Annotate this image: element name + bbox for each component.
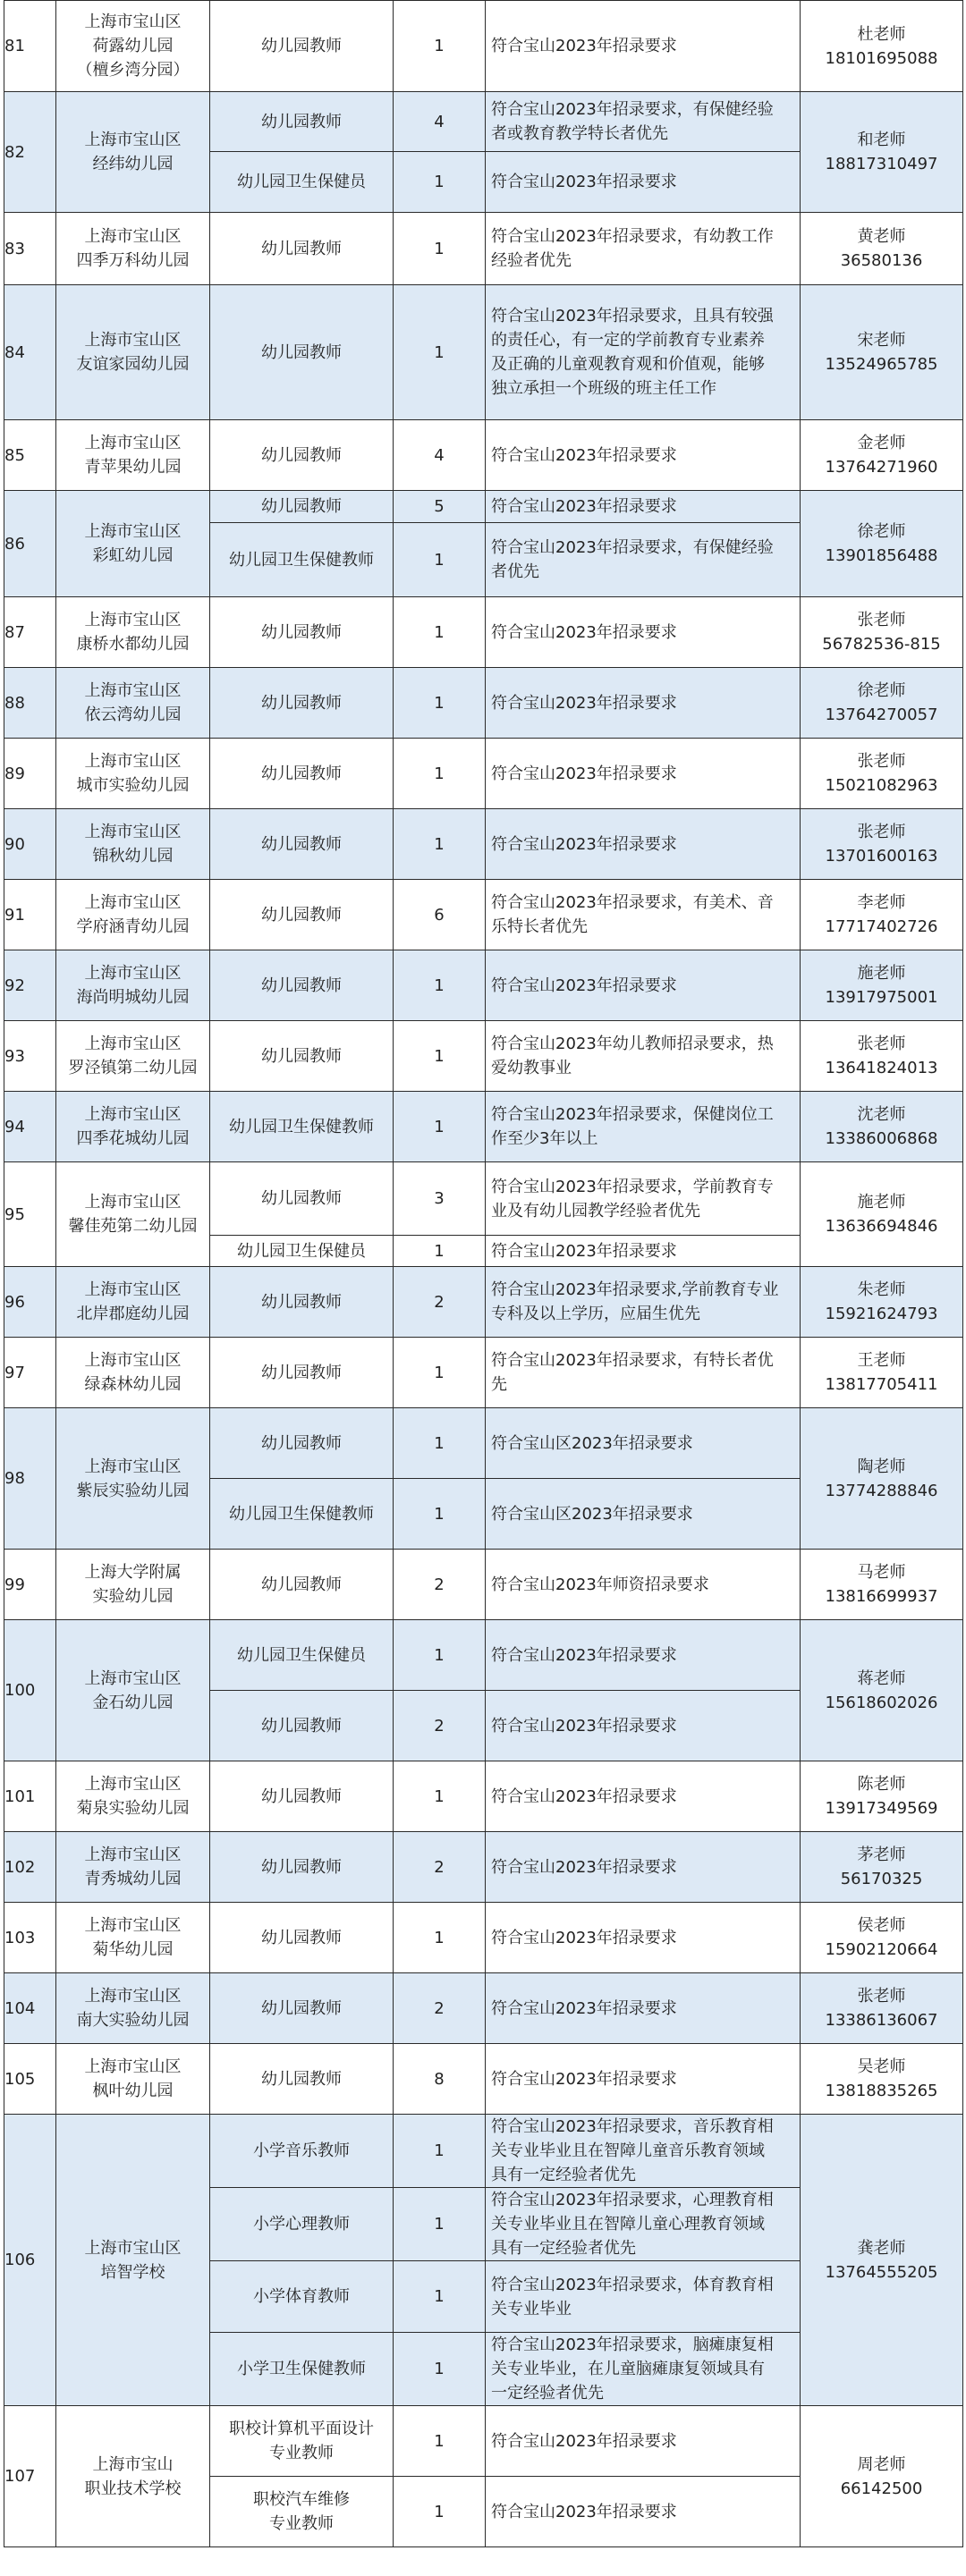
recruitment-table — [4, 0, 963, 2547]
school-name: 上海市宝山区 枫叶幼儿园 — [56, 2044, 210, 2115]
post-count: 1 — [394, 597, 486, 668]
contact-info: 杜老师 18101695088 — [801, 1, 963, 92]
post-title: 小学心理教师 — [210, 2188, 394, 2261]
post-requirement: 符合宝山区2023年招录要求 — [486, 1479, 801, 1550]
post-title: 幼儿园卫生保健教师 — [210, 1479, 394, 1550]
table-row — [4, 1021, 963, 1092]
post-title: 幼儿园教师 — [210, 1550, 394, 1620]
post-requirement: 符合宝山2023年招录要求 — [486, 152, 801, 213]
post-requirement: 符合宝山2023年招录要求，且具有较强 的责任心，有一定的学前教育专业素养 及正确的儿童观教育观和价值观，能够 独立承担一个班级的班主任工作 — [486, 285, 801, 420]
school-name: 上海市宝山区 金石幼儿园 — [56, 1620, 210, 1761]
row-number: 88 — [4, 668, 56, 739]
post-count: 1 — [394, 739, 486, 809]
row-number: 97 — [4, 1338, 56, 1408]
school-name: 上海市宝山区 馨佳苑第二幼儿园 — [56, 1162, 210, 1267]
post-count: 2 — [394, 1267, 486, 1338]
post-requirement: 符合宝山2023年招录要求，有特长者优 先 — [486, 1338, 801, 1408]
post-count: 1 — [394, 950, 486, 1021]
post-title: 幼儿园教师 — [210, 2044, 394, 2115]
post-requirement: 符合宝山2023年招录要求 — [486, 420, 801, 491]
row-number: 93 — [4, 1021, 56, 1092]
post-requirement: 符合宝山2023年招录要求,学前教育专业 专科及以上学历，应届生优先 — [486, 1267, 801, 1338]
table-row — [4, 1267, 963, 1338]
contact-info: 龚老师 13764555205 — [801, 2115, 963, 2406]
post-title: 幼儿园教师 — [210, 420, 394, 491]
row-number: 103 — [4, 1903, 56, 1973]
post-title: 幼儿园教师 — [210, 491, 394, 523]
post-requirement: 符合宝山2023年招录要求 — [486, 1620, 801, 1691]
post-count: 2 — [394, 1832, 486, 1903]
post-count: 1 — [394, 1479, 486, 1550]
table-row — [4, 491, 963, 523]
post-count: 4 — [394, 420, 486, 491]
post-title: 幼儿园教师 — [210, 1761, 394, 1832]
post-count: 1 — [394, 1092, 486, 1162]
post-count: 1 — [394, 1338, 486, 1408]
post-count: 1 — [394, 2115, 486, 2188]
post-count: 4 — [394, 92, 486, 152]
post-requirement: 符合宝山2023年幼儿教师招录要求，热 爱幼教事业 — [486, 1021, 801, 1092]
post-requirement: 符合宝山2023年招录要求 — [486, 668, 801, 739]
table-row — [4, 1162, 963, 1236]
school-name: 上海市宝山区 学府涵青幼儿园 — [56, 880, 210, 950]
table-row — [4, 597, 963, 668]
post-requirement: 符合宝山2023年招录要求 — [486, 950, 801, 1021]
table-row — [4, 92, 963, 152]
row-number: 100 — [4, 1620, 56, 1761]
post-requirement: 符合宝山2023年招录要求 — [486, 2406, 801, 2477]
post-count: 8 — [394, 2044, 486, 2115]
contact-info: 施老师 13917975001 — [801, 950, 963, 1021]
table-row — [4, 1761, 963, 1832]
post-requirement: 符合宝山2023年招录要求 — [486, 597, 801, 668]
table-row — [4, 420, 963, 491]
contact-info: 黄老师 36580136 — [801, 213, 963, 285]
post-requirement: 符合宝山2023年招录要求，有保健经验 者或教育教学特长者优先 — [486, 92, 801, 152]
school-name: 上海市宝山区 紫辰实验幼儿园 — [56, 1408, 210, 1550]
post-title: 幼儿园教师 — [210, 1408, 394, 1479]
post-title: 幼儿园教师 — [210, 1903, 394, 1973]
table-row — [4, 1903, 963, 1973]
table-row — [4, 1338, 963, 1408]
post-requirement: 符合宝山2023年招录要求 — [486, 739, 801, 809]
row-number: 105 — [4, 2044, 56, 2115]
post-count: 1 — [394, 152, 486, 213]
contact-info: 张老师 56782536-815 — [801, 597, 963, 668]
school-name: 上海市宝山区 海尚明城幼儿园 — [56, 950, 210, 1021]
post-requirement: 符合宝山2023年招录要求，体育教育相 关专业毕业 — [486, 2261, 801, 2333]
school-name: 上海市宝山区 菊华幼儿园 — [56, 1903, 210, 1973]
post-count: 1 — [394, 809, 486, 880]
post-title: 幼儿园教师 — [210, 1021, 394, 1092]
post-requirement: 符合宝山2023年招录要求 — [486, 1832, 801, 1903]
school-name: 上海市宝山区 锦秋幼儿园 — [56, 809, 210, 880]
school-name: 上海市宝山区 菊泉实验幼儿园 — [56, 1761, 210, 1832]
post-title: 幼儿园教师 — [210, 597, 394, 668]
post-count: 5 — [394, 491, 486, 523]
post-count: 2 — [394, 1550, 486, 1620]
school-name: 上海市宝山区 青苹果幼儿园 — [56, 420, 210, 491]
row-number: 107 — [4, 2406, 56, 2547]
post-title: 幼儿园教师 — [210, 668, 394, 739]
post-title: 幼儿园教师 — [210, 739, 394, 809]
table-row — [4, 1, 963, 92]
contact-info: 侯老师 15902120664 — [801, 1903, 963, 1973]
row-number: 102 — [4, 1832, 56, 1903]
post-requirement: 符合宝山2023年招录要求，心理教育相 关专业毕业且在智障儿童心理教育领域 具有一定经验者优先 — [486, 2188, 801, 2261]
contact-info: 王老师 13817705411 — [801, 1338, 963, 1408]
school-name: 上海市宝山区 彩虹幼儿园 — [56, 491, 210, 597]
row-number: 98 — [4, 1408, 56, 1550]
table-row — [4, 739, 963, 809]
school-name: 上海市宝山区 依云湾幼儿园 — [56, 668, 210, 739]
post-title: 幼儿园教师 — [210, 92, 394, 152]
post-requirement: 符合宝山2023年招录要求 — [486, 2044, 801, 2115]
row-number: 81 — [4, 1, 56, 92]
post-requirement: 符合宝山2023年招录要求，有美术、音 乐特长者优先 — [486, 880, 801, 950]
post-title: 幼儿园教师 — [210, 1338, 394, 1408]
post-count: 6 — [394, 880, 486, 950]
row-number: 91 — [4, 880, 56, 950]
school-name: 上海市宝山区 经纬幼儿园 — [56, 92, 210, 213]
school-name: 上海市宝山区 青秀城幼儿园 — [56, 1832, 210, 1903]
row-number: 84 — [4, 285, 56, 420]
school-name: 上海市宝山区 荷露幼儿园 （檀乡湾分园） — [56, 1, 210, 92]
row-number: 87 — [4, 597, 56, 668]
contact-info: 张老师 15021082963 — [801, 739, 963, 809]
contact-info: 和老师 18817310497 — [801, 92, 963, 213]
post-requirement: 符合宝山2023年招录要求 — [486, 1761, 801, 1832]
post-requirement: 符合宝山2023年招录要求，学前教育专 业及有幼儿园教学经验者优先 — [486, 1162, 801, 1236]
post-title: 职校汽车维修 专业教师 — [210, 2477, 394, 2547]
post-title: 幼儿园卫生保健员 — [210, 1236, 394, 1267]
post-requirement: 符合宝山2023年招录要求，保健岗位工 作至少3年以上 — [486, 1092, 801, 1162]
row-number: 92 — [4, 950, 56, 1021]
school-name: 上海市宝山区 南大实验幼儿园 — [56, 1973, 210, 2044]
post-count: 1 — [394, 2261, 486, 2333]
post-title: 幼儿园教师 — [210, 809, 394, 880]
table-row — [4, 1550, 963, 1620]
post-count: 3 — [394, 1162, 486, 1236]
post-count: 1 — [394, 213, 486, 285]
post-title: 幼儿园教师 — [210, 880, 394, 950]
table-row — [4, 880, 963, 950]
post-requirement: 符合宝山2023年招录要求，音乐教育相 关专业毕业且在智障儿童音乐教育领域 具有一定经验者优先 — [486, 2115, 801, 2188]
row-number: 89 — [4, 739, 56, 809]
school-name: 上海市宝山区 培智学校 — [56, 2115, 210, 2406]
post-title: 幼儿园教师 — [210, 1, 394, 92]
contact-info: 朱老师 15921624793 — [801, 1267, 963, 1338]
post-title: 幼儿园卫生保健教师 — [210, 523, 394, 597]
post-requirement: 符合宝山2023年招录要求 — [486, 1236, 801, 1267]
post-title: 幼儿园卫生保健员 — [210, 1620, 394, 1691]
contact-info: 沈老师 13386006868 — [801, 1092, 963, 1162]
row-number: 86 — [4, 491, 56, 597]
post-requirement: 符合宝山2023年招录要求，脑瘫康复相 关专业毕业，在儿童脑瘫康复领域具有 一定经验者优先 — [486, 2333, 801, 2406]
contact-info: 张老师 13386136067 — [801, 1973, 963, 2044]
post-count: 1 — [394, 2188, 486, 2261]
post-requirement: 符合宝山区2023年招录要求 — [486, 1408, 801, 1479]
post-title: 小学音乐教师 — [210, 2115, 394, 2188]
contact-info: 李老师 17717402726 — [801, 880, 963, 950]
table-row — [4, 1092, 963, 1162]
school-name: 上海市宝山区 四季花城幼儿园 — [56, 1092, 210, 1162]
row-number: 90 — [4, 809, 56, 880]
row-number: 82 — [4, 92, 56, 213]
table-row — [4, 2115, 963, 2188]
post-title: 幼儿园教师 — [210, 950, 394, 1021]
row-number: 99 — [4, 1550, 56, 1620]
post-count: 1 — [394, 285, 486, 420]
post-count: 1 — [394, 1903, 486, 1973]
post-requirement: 符合宝山2023年招录要求 — [486, 2477, 801, 2547]
row-number: 104 — [4, 1973, 56, 2044]
school-name: 上海大学附属 实验幼儿园 — [56, 1550, 210, 1620]
row-number: 96 — [4, 1267, 56, 1338]
contact-info: 徐老师 13901856488 — [801, 491, 963, 597]
row-number: 85 — [4, 420, 56, 491]
post-count: 1 — [394, 2477, 486, 2547]
contact-info: 陶老师 13774288846 — [801, 1408, 963, 1550]
post-count: 1 — [394, 668, 486, 739]
school-name: 上海市宝山 职业技术学校 — [56, 2406, 210, 2547]
table-row — [4, 1620, 963, 1691]
post-requirement: 符合宝山2023年招录要求 — [486, 1973, 801, 2044]
post-requirement: 符合宝山2023年招录要求，有保健经验 者优先 — [486, 523, 801, 597]
contact-info: 施老师 13636694846 — [801, 1162, 963, 1267]
contact-info: 张老师 13701600163 — [801, 809, 963, 880]
contact-info: 陈老师 13917349569 — [801, 1761, 963, 1832]
post-requirement: 符合宝山2023年招录要求，有幼教工作 经验者优先 — [486, 213, 801, 285]
contact-info: 吴老师 13818835265 — [801, 2044, 963, 2115]
contact-info: 茅老师 56170325 — [801, 1832, 963, 1903]
post-requirement: 符合宝山2023年招录要求 — [486, 1, 801, 92]
post-title: 幼儿园卫生保健员 — [210, 152, 394, 213]
table-row — [4, 1832, 963, 1903]
post-title: 幼儿园教师 — [210, 1267, 394, 1338]
post-count: 1 — [394, 2333, 486, 2406]
post-count: 1 — [394, 1021, 486, 1092]
school-name: 上海市宝山区 绿森林幼儿园 — [56, 1338, 210, 1408]
post-count: 1 — [394, 1620, 486, 1691]
row-number: 94 — [4, 1092, 56, 1162]
row-number: 106 — [4, 2115, 56, 2406]
school-name: 上海市宝山区 城市实验幼儿园 — [56, 739, 210, 809]
post-count: 1 — [394, 1, 486, 92]
row-number: 83 — [4, 213, 56, 285]
post-title: 幼儿园卫生保健教师 — [210, 1092, 394, 1162]
table-row — [4, 950, 963, 1021]
post-title: 幼儿园教师 — [210, 1162, 394, 1236]
post-requirement: 符合宝山2023年招录要求 — [486, 1903, 801, 1973]
contact-info: 徐老师 13764270057 — [801, 668, 963, 739]
post-requirement: 符合宝山2023年招录要求 — [486, 809, 801, 880]
post-count: 1 — [394, 523, 486, 597]
post-title: 小学体育教师 — [210, 2261, 394, 2333]
post-count: 2 — [394, 1691, 486, 1761]
post-title: 小学卫生保健教师 — [210, 2333, 394, 2406]
school-name: 上海市宝山区 康桥水都幼儿园 — [56, 597, 210, 668]
table-row — [4, 213, 963, 285]
post-count: 2 — [394, 1973, 486, 2044]
post-count: 1 — [394, 1236, 486, 1267]
table-row — [4, 809, 963, 880]
post-requirement: 符合宝山2023年师资招录要求 — [486, 1550, 801, 1620]
table-row — [4, 668, 963, 739]
table-row — [4, 2406, 963, 2477]
post-title: 幼儿园教师 — [210, 1973, 394, 2044]
table-row — [4, 1973, 963, 2044]
table-row — [4, 2044, 963, 2115]
post-title: 幼儿园教师 — [210, 1691, 394, 1761]
post-title: 幼儿园教师 — [210, 285, 394, 420]
contact-info: 蒋老师 15618602026 — [801, 1620, 963, 1761]
post-count: 1 — [394, 1761, 486, 1832]
post-count: 1 — [394, 1408, 486, 1479]
contact-info: 宋老师 13524965785 — [801, 285, 963, 420]
contact-info: 金老师 13764271960 — [801, 420, 963, 491]
contact-info: 周老师 66142500 — [801, 2406, 963, 2547]
school-name: 上海市宝山区 北岸郡庭幼儿园 — [56, 1267, 210, 1338]
post-title: 职校计算机平面设计 专业教师 — [210, 2406, 394, 2477]
table-row — [4, 1408, 963, 1479]
row-number: 101 — [4, 1761, 56, 1832]
row-number: 95 — [4, 1162, 56, 1267]
table-row — [4, 285, 963, 420]
post-title: 幼儿园教师 — [210, 1832, 394, 1903]
post-requirement: 符合宝山2023年招录要求 — [486, 1691, 801, 1761]
contact-info: 马老师 13816699937 — [801, 1550, 963, 1620]
contact-info: 张老师 13641824013 — [801, 1021, 963, 1092]
school-name: 上海市宝山区 罗泾镇第二幼儿园 — [56, 1021, 210, 1092]
school-name: 上海市宝山区 四季万科幼儿园 — [56, 213, 210, 285]
post-title: 幼儿园教师 — [210, 213, 394, 285]
post-count: 1 — [394, 2406, 486, 2477]
post-requirement: 符合宝山2023年招录要求 — [486, 491, 801, 523]
school-name: 上海市宝山区 友谊家园幼儿园 — [56, 285, 210, 420]
